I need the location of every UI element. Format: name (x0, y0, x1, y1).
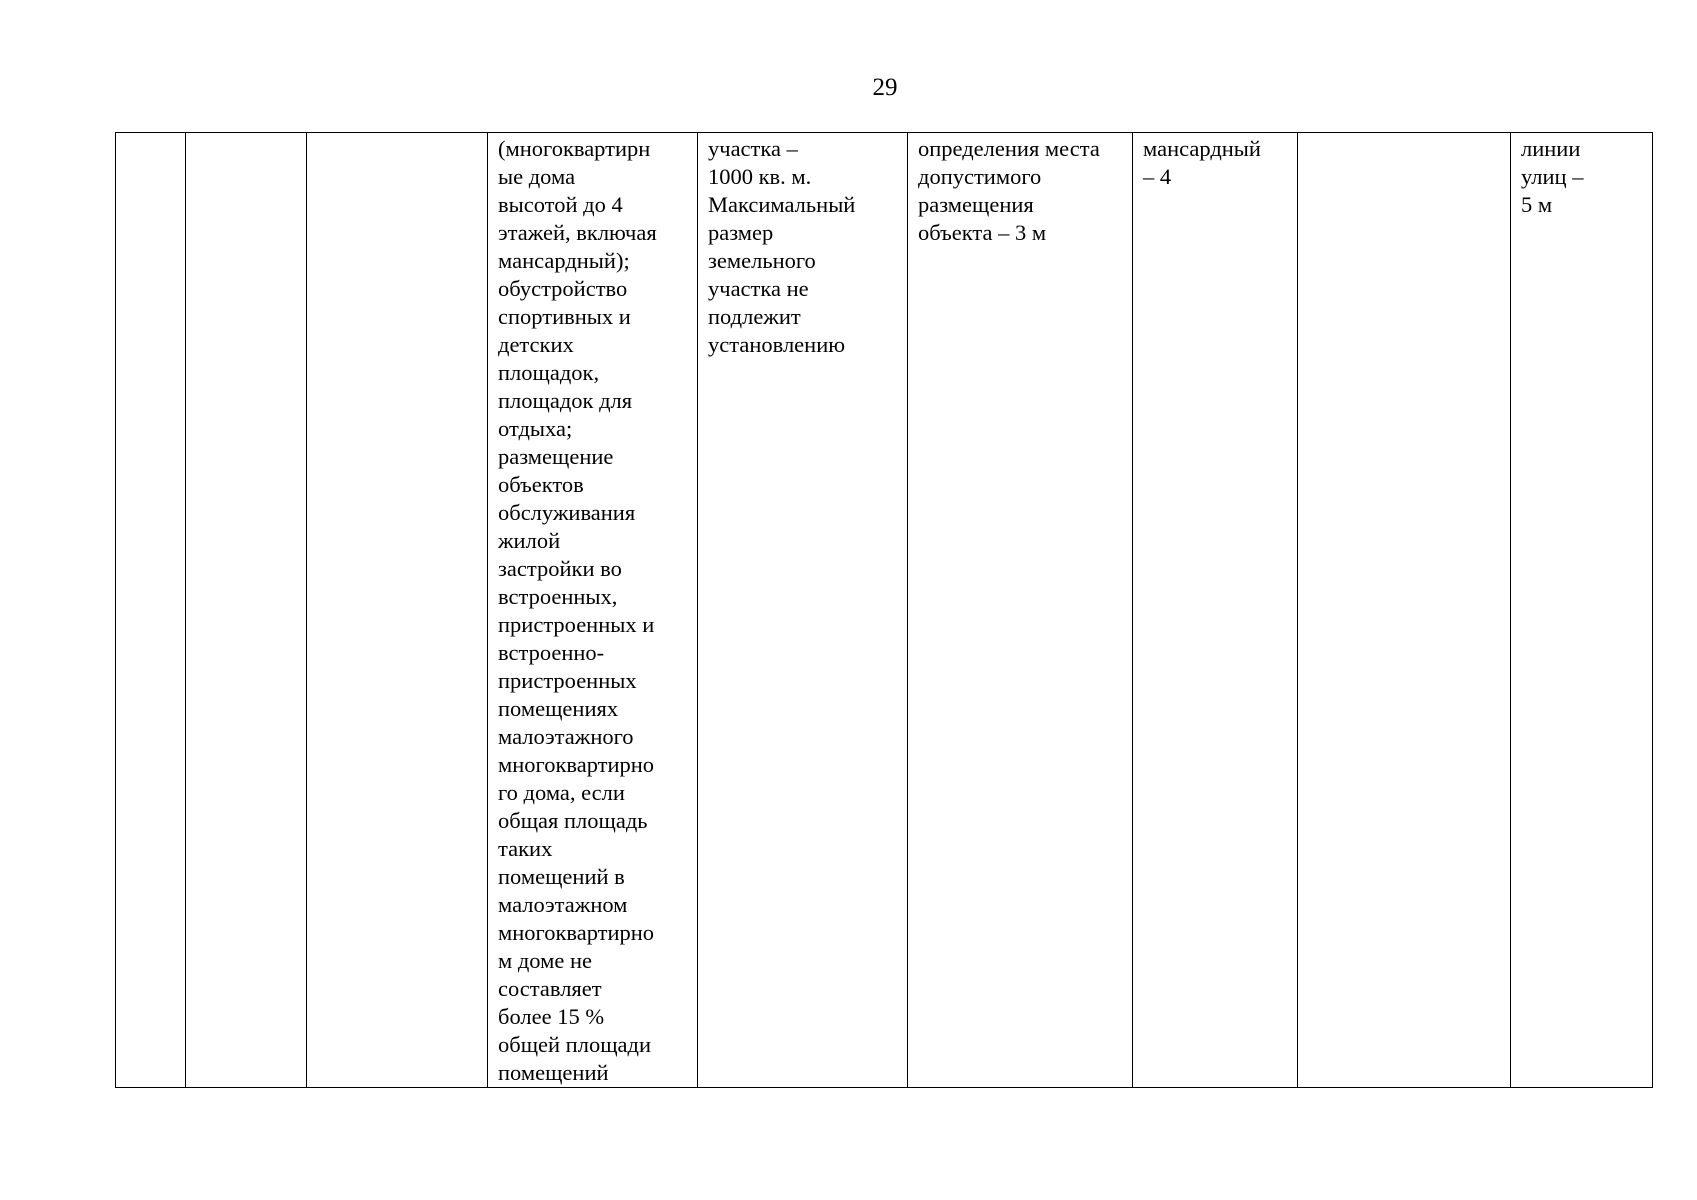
page-number: 29 (872, 74, 898, 101)
table-cell-1 (116, 133, 186, 1088)
table-cell-3 (307, 133, 488, 1088)
zoning-table (115, 132, 1653, 1088)
table-cell-8 (1298, 133, 1511, 1088)
table-cell-2 (186, 133, 307, 1088)
table-cell-permitted-use: (многоквартирн ые дома высотой до 4 этажей, включая мансардный); обустройство спортивных и детских площадок, площадок для отдыха; размещение объектов обслуживания жилой застройки во встроенных, пристроенных и встроенно- пристроенных помещениях малоэтажного многоквартирно го дома, если общая площадь таких помещений в малоэтажном многоквартирно м доме не составляет более 15 % общей площади помещений (488, 133, 698, 1088)
table-cell-plot-size: участка – 1000 кв. м. Максимальный размер земельного участка не подлежит установлению (698, 133, 908, 1088)
table-cell-setback: определения места допустимого размещения объекта – 3 м (908, 133, 1133, 1088)
table-cell-floors: мансардный – 4 (1133, 133, 1298, 1088)
table-row (116, 133, 1653, 1088)
table-cell-street-lines: линии улиц – 5 м (1511, 133, 1653, 1088)
